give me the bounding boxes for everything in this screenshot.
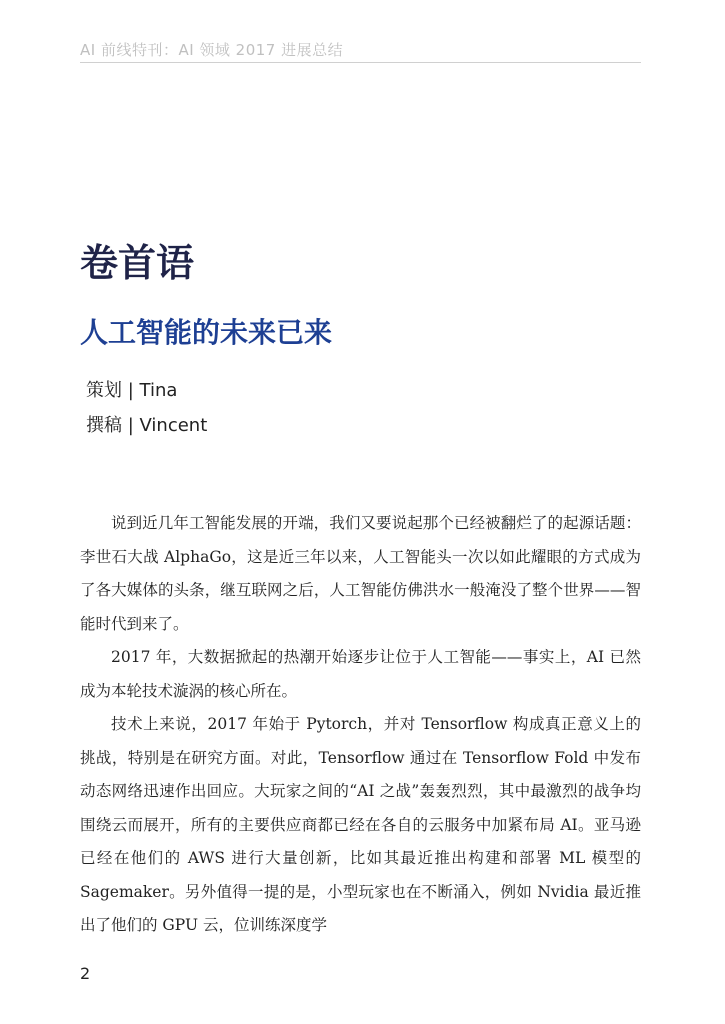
- body-paragraph: 技术上来说，2017 年始于 Pytorch，并对 Tensorflow 构成真正意义上的挑战，特别是在研究方面。对此，Tensorflow 通过在 Tensorflow Fold 中发布动态网络迅速作出回应。大玩家之间的“AI 之战”轰轰烈烈，其中最激烈的战争均围绕云而展开，所有的主要供应商都已经在各自的云服务中加紧布局 AI。亚马逊已经在他们的 AWS 进行大量创新，比如其最近推出构建和部署 ML 模型的 Sagemaker。另外值得一提的是，小型玩家也在不断涌入，例如 Nvidia 最近推出了他们的 GPU 云，位训练深度学: [80, 715, 641, 934]
- header-divider: [80, 62, 641, 63]
- article-subtitle: 人工智能的未来已来: [80, 316, 333, 349]
- section-title: 卷首语: [80, 241, 195, 285]
- body-paragraph: 说到近几年工智能发展的开端，我们又要说起那个已经被翻烂了的起源话题：李世石大战 AlphaGo，这是近三年以来，人工智能头一次以如此耀眼的方式成为了各大媒体的头条，继互联网之后，人工智能仿佛洪水一般淹没了整个世界——智能时代到来了。: [80, 514, 641, 633]
- body-paragraph: 2017 年，大数据掀起的热潮开始逐步让位于人工智能——事实上，AI 已然成为本轮技术漩涡的核心所在。: [80, 648, 641, 700]
- writer-credit: 撰稿 | Vincent: [86, 415, 208, 436]
- article-body: [80, 507, 641, 943]
- page-number: 2: [80, 964, 91, 983]
- planner-credit: 策划 | Tina: [86, 380, 178, 401]
- running-header: AI 前线特刊：AI 领域 2017 进展总结: [80, 41, 344, 59]
